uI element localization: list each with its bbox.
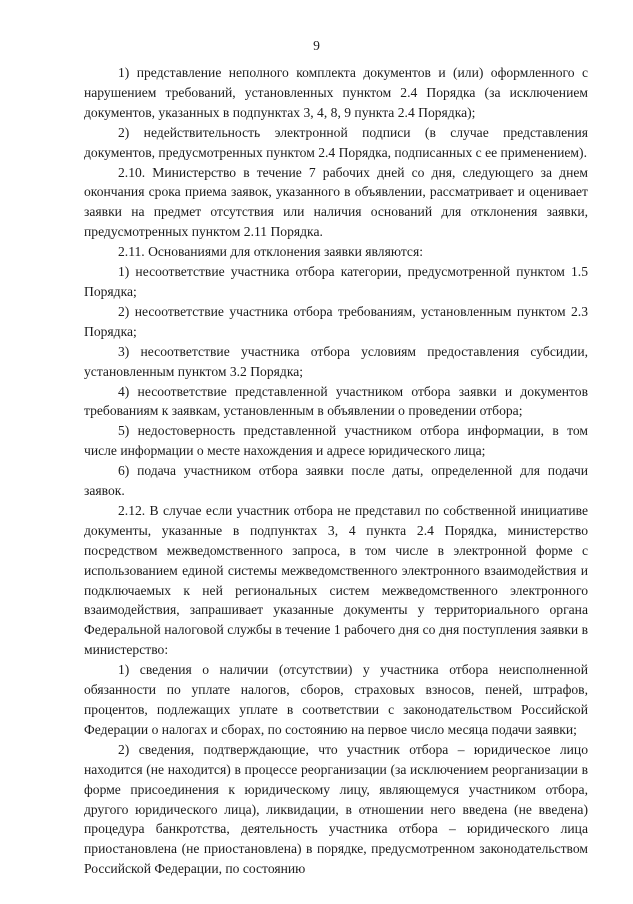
paragraph: 2) сведения, подтверждающие, что участник отбора – юридическое лицо находится (не находится) в процессе реорганизации (за исключением реорганизации в форме присоединения к юридическому лицу, являющемуся участником отбора, другого юридического лица), ликвидации, в отношении него введена (не введена) процедура банкротства, деятельность участника отбора – юридического лица приостановлена (не приостановлена) в порядке, предусмотренном законодательством Российской Федерации, по состоянию (84, 741, 588, 877)
paragraph: 1) представление неполного комплекта документов и (или) оформленного с нарушением требований, установленных пунктом 2.4 Порядка (за исключением документов, указанных в подпунктах 3, 4, 8, 9 пункта 2.4 Порядка); (84, 65, 588, 120)
paragraph: 1) несоответствие участника отбора категории, предусмотренной пунктом 1.5 Порядка; (84, 264, 588, 299)
paragraph: 2.11. Основаниями для отклонения заявки являются: (118, 244, 423, 260)
paragraph: 2) несоответствие участника отбора требованиям, установленным пунктом 2.3 Порядка; (84, 303, 588, 339)
paragraph: 1) сведения о наличии (отсутствии) у участника отбора неисполненной обязанности по уплате налогов, сборов, страховых взносов, пеней, штрафов, процентов, подлежащих уплате в соответствии с законодательством Российской Федерации о налогах и сборах, по состоянию на первое число месяца подачи заявки; (84, 662, 588, 737)
paragraph: 5) недостоверность представленной участником отбора информации, в том числе информации о месте нахождения и адресе юридического лица; (84, 423, 588, 459)
document-body (84, 63, 588, 879)
page-number: 9 (313, 38, 320, 53)
paragraph: 2) недействительность электронной подписи (в случае представления документов, предусмотренных пунктом 2.4 Порядка, подписанных с ее применением). (84, 124, 588, 160)
paragraph: 6) подача участником отбора заявки после даты, определенной для подачи заявок. (84, 463, 588, 499)
paragraph: 4) несоответствие представленной участником отбора заявки и документов требованиям к заявкам, установленным в объявлении о проведении отбора; (84, 383, 588, 419)
paragraph: 3) несоответствие участника отбора условиям предоставления субсидии, установленным пунктом 3.2 Порядка; (84, 343, 588, 379)
paragraph: 2.12. В случае если участник отбора не представил по собственной инициативе документы, указанные в подпунктах 3, 4 пункта 2.4 Порядка, министерство посредством межведомственного запроса, в том числе в электронной форме с использованием единой системы межведомственного электронного взаимодействия и подключаемых к ней региональных систем межведомственного электронного взаимодействия, запрашивает указанные документы у территориального органа Федеральной налоговой службы в течение 1 рабочего дня со дня поступления заявки в министерство: (84, 502, 588, 658)
paragraph: 2.10. Министерство в течение 7 рабочих дней со дня, следующего за днем окончания срока приема заявок, указанного в объявлении, рассматривает и оценивает заявки на предмет отсутствия или наличия оснований для отклонения заявки, предусмотренных пунктом 2.11 Порядка. (84, 164, 588, 240)
